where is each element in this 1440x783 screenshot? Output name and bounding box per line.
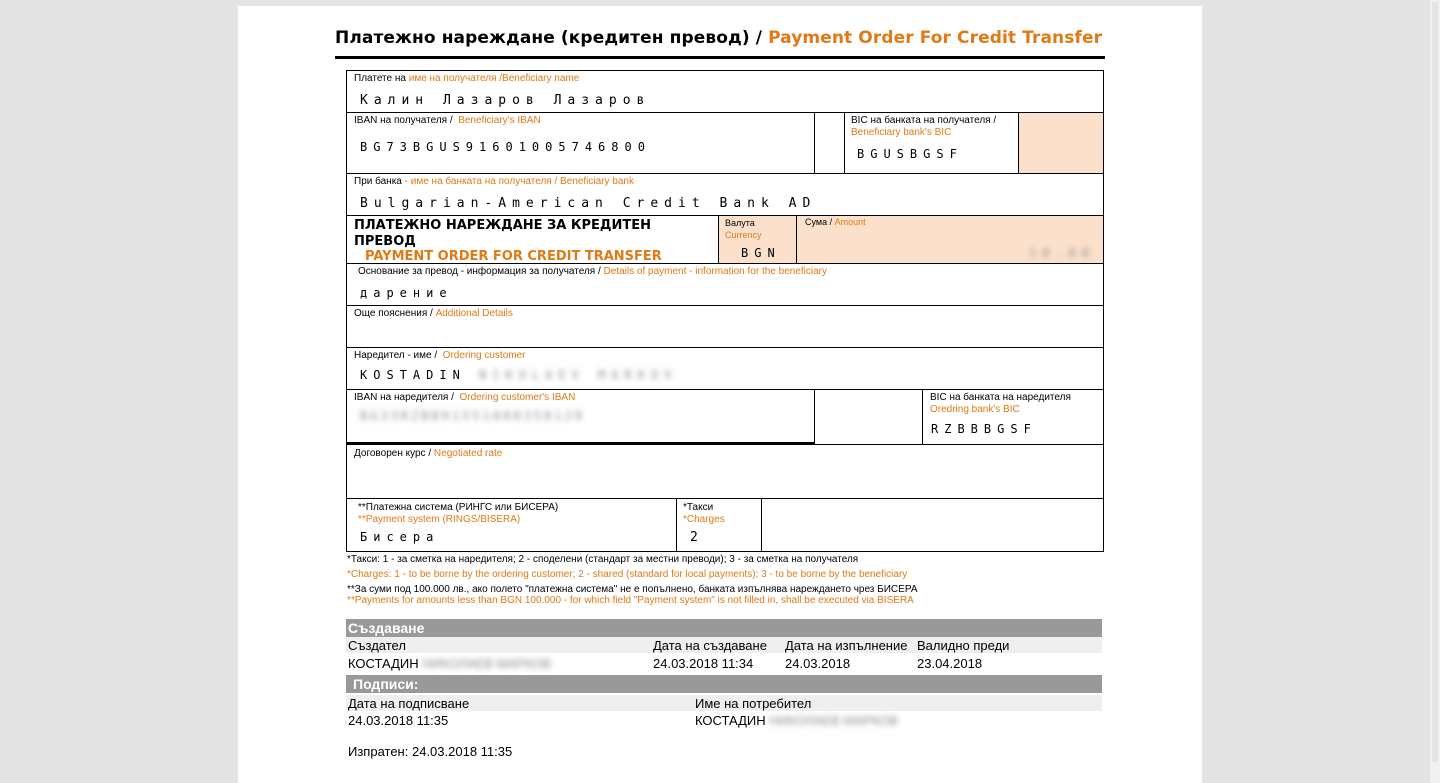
ordering-spacer-cell — [815, 390, 923, 444]
valid-before-value: 23.04.2018 — [917, 656, 983, 671]
ordering-bic-cell — [923, 390, 1103, 444]
ordering-bic-label: BIC на банката на наредителя Oredring bank's BIC — [930, 392, 1071, 415]
beneficiary-iban-label: IBAN на получателя / Beneficiary's IBAN — [354, 115, 541, 126]
created-date-value: 24.03.2018 11:34 — [653, 656, 754, 671]
title-en: Payment Order For Credit Transfer — [768, 28, 1103, 48]
beneficiary-bank-value: Bulgarian-American Credit Bank AD — [360, 196, 817, 211]
ordering-customer-redacted: NIKOLAEV MARKOV — [479, 368, 678, 382]
col-created-date: Дата на създаване — [653, 638, 767, 653]
charges-label: *Такси *Charges — [683, 502, 725, 525]
amount-cell — [797, 216, 1103, 263]
additional-details-label: Още пояснения / Additional Details — [354, 308, 513, 319]
amount-value: 10.00 — [1029, 246, 1096, 260]
charges-note-bg: *Такси: 1 - за сметка на наредителя; 2 - споделени (стандарт за местни преводи); 3 - за сметка на получателя — [347, 554, 859, 565]
beneficiary-name-cell — [347, 71, 1103, 113]
order-title-cell — [347, 216, 719, 263]
ordering-iban-cell — [347, 390, 815, 444]
title-bg: Платежно нареждане (кредитен превод) / — [335, 28, 763, 48]
page-title — [335, 28, 1102, 48]
payment-details-cell — [347, 264, 1103, 306]
beneficiary-name-value: Калин Лазаров Лазаров — [360, 93, 651, 108]
amount-label: Сума / Amount — [805, 217, 866, 227]
sent-label: Изпратен: — [348, 744, 409, 759]
sent-info — [348, 744, 512, 759]
beneficiary-bank-cell — [347, 174, 1103, 216]
signatures-section-header: Подписи: — [346, 675, 1102, 693]
system-note-bg: **За суми под 100.000 лв., ако полето "платежна система" не е попълнено, банката изпълнява нареждането чрез БИСЕРА — [347, 584, 918, 595]
payment-details-value: дарение — [360, 286, 453, 300]
additional-details-cell — [347, 306, 1103, 348]
payment-system-value: Бисера — [360, 530, 440, 544]
document-page — [238, 6, 1202, 783]
beneficiary-iban-row — [347, 113, 1103, 174]
charges-value: 2 — [690, 530, 704, 545]
user-redacted: НИКОЛАЕВ МАРКОВ — [769, 713, 898, 728]
creator-first-name: КОСТАДИН — [348, 656, 419, 671]
beneficiary-iban-cell — [347, 113, 815, 173]
beneficiary-bic-value: BGUSBGSF — [857, 147, 963, 161]
payment-order-form — [346, 70, 1104, 552]
iban-spacer-cell — [815, 113, 845, 173]
ordering-iban-value: BG33RZBB91551008358120 — [360, 409, 585, 423]
col-creator: Създател — [348, 638, 406, 653]
payment-system-label: **Платежна система (РИНГС или БИСЕРА) **Payment system (RINGS/BISERA) — [358, 502, 559, 525]
charges-note-en: *Charges: 1 - to be borne by the ordering customer; 2 - shared (standard for local payments); 3 - to be borne by the beneficiary — [347, 569, 908, 580]
sent-value: 24.03.2018 11:35 — [411, 744, 513, 759]
payment-details-label: Основание за превод - информация за получателя / Details of payment - information for the beneficiary — [358, 266, 827, 277]
creation-section-header: Създаване — [346, 619, 1102, 637]
currency-label: Валута Currency — [725, 218, 762, 240]
payment-system-row — [347, 499, 1103, 551]
ordering-customer-label: Наредител - име / Ordering customer — [354, 350, 526, 361]
order-title-en: PAYMENT ORDER FOR CREDIT TRANSFER — [365, 249, 662, 264]
title-divider — [335, 56, 1105, 59]
col-user-name: Име на потребител — [695, 696, 812, 711]
sign-date-value: 24.03.2018 11:35 — [348, 713, 449, 728]
ordering-iban-label: IBAN на наредителя / Ordering customer's IBAN — [354, 392, 576, 403]
currency-value: BGN — [741, 246, 781, 260]
user-first-name: КОСТАДИН — [695, 713, 766, 728]
beneficiary-bank-label: При банка - име на банката на получателя / Beneficiary bank — [354, 176, 634, 187]
order-title-row — [347, 216, 1103, 264]
beneficiary-bic-cell — [845, 113, 1019, 173]
creator-redacted: НИКОЛАЕВ МАРКОВ — [422, 656, 551, 671]
execution-date-value: 24.03.2018 — [785, 656, 851, 671]
beneficiary-bic-label: BIC на банката на получателя / Beneficiary bank's BIC — [851, 115, 997, 138]
currency-cell — [719, 216, 797, 263]
ordering-customer-value — [360, 368, 677, 382]
ordering-iban-row — [347, 390, 1103, 445]
beneficiary-iban-value: BG73BGUS91601005746800 — [360, 140, 651, 154]
vertical-scrollbar[interactable] — [1430, 0, 1440, 783]
user-name-value — [695, 713, 898, 728]
order-title-bg: ПЛАТЕЖНО НАРЕЖДАНЕ ЗА КРЕДИТЕН ПРЕВОД — [354, 218, 651, 249]
creator-value — [348, 656, 551, 671]
charges-cell — [677, 499, 762, 551]
system-note-en: **Payments for amounts less than BGN 100.000 - for which field "Payment system" is not filled in, shall be executed via BISERA — [347, 595, 914, 606]
payment-system-cell — [347, 499, 677, 551]
negotiated-rate-cell — [347, 445, 1103, 499]
bic-shaded-cell — [1019, 113, 1103, 173]
ordering-bic-value: RZBBBGSF — [931, 422, 1037, 436]
ordering-customer-cell — [347, 348, 1103, 390]
col-sign-date: Дата на подписване — [348, 696, 470, 711]
ordering-customer-first-name: KOSTADIN — [360, 368, 466, 382]
negotiated-rate-label: Договорен курс / Negotiated rate — [354, 448, 503, 459]
scrollbar-thumb[interactable] — [1432, 2, 1438, 762]
beneficiary-name-label: Платете на име на получателя /Beneficiary name — [354, 73, 580, 84]
col-execution-date: Дата на изпълнение — [785, 638, 908, 653]
col-valid-before: Валидно преди — [917, 638, 1010, 653]
